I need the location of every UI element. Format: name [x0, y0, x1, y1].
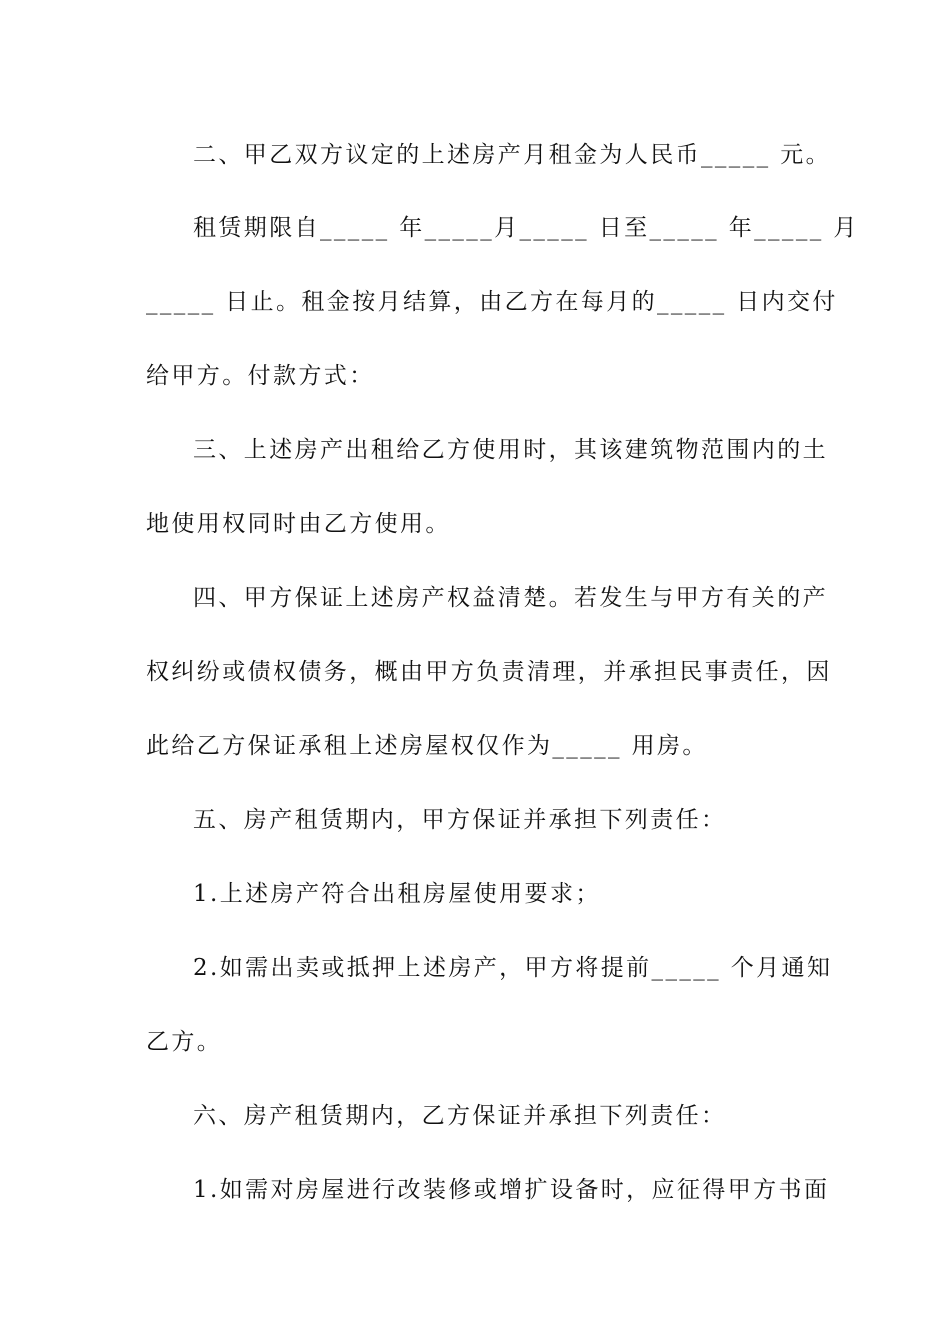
paragraph-5-heading: 五、房产租赁期内，甲方保证并承担下列责任：: [193, 807, 727, 833]
paragraph-5-item-2-line-2: 乙方。: [146, 1029, 223, 1055]
paragraph-5-item-2-line-1: 2.如需出卖或抵押上述房产，甲方将提前_____ 个月通知: [193, 955, 833, 981]
paragraph-2-line-1: 二、甲乙双方议定的上述房产月租金为人民币_____ 元。: [193, 142, 832, 168]
paragraph-4-line-1: 四、甲方保证上述房产权益清楚。若发生与甲方有关的产: [193, 585, 828, 611]
paragraph-2b-line-1: 租赁期限自_____ 年_____月_____ 日至_____ 年_____ 月: [193, 215, 859, 241]
paragraph-4-line-3: 此给乙方保证承租上述房屋权仅作为_____ 用房。: [146, 733, 708, 759]
paragraph-4-line-2: 权纠纷或债权债务，概由甲方负责清理，并承担民事责任，因: [146, 659, 832, 685]
paragraph-2b-line-3: 给甲方。付款方式：: [146, 363, 375, 389]
paragraph-2b-line-2: _____ 日止。租金按月结算，由乙方在每月的_____ 日内交付: [146, 289, 838, 315]
paragraph-3-line-2: 地使用权同时由乙方使用。: [146, 511, 451, 537]
paragraph-5-item-1: 1.上述房产符合出租房屋使用要求；: [193, 881, 601, 907]
paragraph-3-line-1: 三、上述房产出租给乙方使用时，其该建筑物范围内的土: [193, 437, 828, 463]
paragraph-6-heading: 六、房产租赁期内，乙方保证并承担下列责任：: [193, 1103, 727, 1129]
paragraph-6-item-1-line-1: 1.如需对房屋进行改装修或增扩设备时，应征得甲方书面: [193, 1177, 830, 1203]
